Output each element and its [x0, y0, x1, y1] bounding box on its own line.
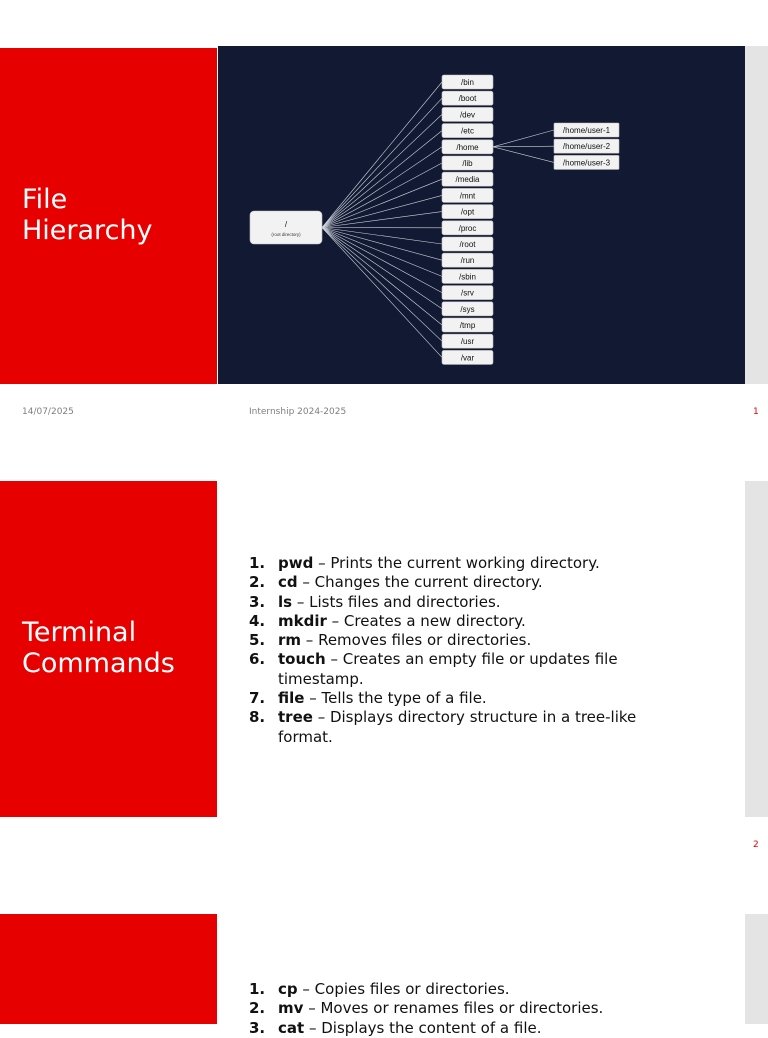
command-name: mkdir	[278, 612, 327, 630]
command-item	[249, 612, 679, 631]
connector-lines	[322, 82, 554, 357]
dir-node	[442, 269, 493, 283]
command-item	[249, 650, 679, 689]
connector-line	[322, 131, 442, 228]
root-node	[250, 211, 322, 244]
root-label: /	[285, 220, 288, 229]
command-description: – Tells the type of a file.	[304, 689, 486, 707]
title-panel	[0, 914, 217, 1024]
connector-line	[322, 228, 442, 261]
item-number: 7.	[249, 689, 265, 708]
connector-line	[322, 163, 442, 228]
home-user-node	[554, 139, 619, 153]
slide-title: Terminal Commands	[22, 617, 175, 679]
item-number: 6.	[249, 650, 265, 669]
command-description: – Moves or renames files or directories.	[303, 999, 603, 1017]
connector-line	[493, 147, 554, 163]
command-description: – Changes the current directory.	[298, 573, 543, 591]
command-name: tree	[278, 708, 313, 726]
item-number: 8.	[249, 708, 265, 727]
dir-label: /sbin	[459, 272, 476, 281]
dir-label: /home	[456, 143, 479, 152]
item-number: 1.	[249, 554, 265, 573]
dir-node	[442, 334, 493, 348]
side-bar	[745, 481, 768, 817]
connector-line	[322, 228, 442, 277]
item-number: 4.	[249, 612, 265, 631]
command-name: ls	[278, 593, 292, 611]
connector-line	[322, 82, 442, 228]
dir-node	[442, 91, 493, 105]
dir-node	[442, 350, 493, 364]
hierarchy-tree	[218, 46, 745, 384]
dir-label: /etc	[461, 127, 474, 136]
item-number: 2.	[249, 999, 265, 1018]
connector-line	[322, 195, 442, 227]
command-item	[249, 593, 679, 612]
item-number: 1.	[249, 980, 265, 999]
footer-center: Internship 2024-2025	[249, 407, 346, 417]
file-hierarchy-diagram	[218, 46, 745, 384]
dir-label: /srv	[461, 289, 474, 298]
dir-label: /opt	[461, 208, 475, 217]
command-name: mv	[278, 999, 303, 1017]
command-item	[249, 689, 679, 708]
dir-label: /mnt	[460, 191, 476, 200]
page-number: 2	[753, 840, 759, 850]
dir-label: /home/user-1	[563, 126, 611, 135]
dir-node	[442, 237, 493, 251]
item-number: 5.	[249, 631, 265, 650]
connector-line	[322, 228, 442, 293]
connector-line	[322, 228, 442, 309]
dir-label: /home/user-2	[563, 142, 611, 151]
root-sublabel: (root directory)	[271, 232, 301, 237]
connector-line	[322, 228, 442, 245]
connector-line	[493, 130, 554, 147]
slide-1	[0, 0, 768, 432]
item-number: 2.	[249, 573, 265, 592]
dir-node	[442, 172, 493, 186]
home-user-node	[554, 123, 619, 137]
item-number: 3.	[249, 593, 265, 612]
dir-label: /lib	[462, 159, 473, 168]
dir-node	[442, 286, 493, 300]
slide-3	[0, 864, 768, 1024]
title-panel	[0, 48, 217, 384]
command-item	[249, 554, 679, 573]
dir-label: /bin	[461, 78, 474, 87]
connector-line	[322, 212, 442, 228]
command-description: – Removes files or directories.	[301, 631, 531, 649]
command-name: file	[278, 689, 304, 707]
connector-line	[322, 114, 442, 227]
dir-label: /root	[459, 240, 476, 249]
command-item	[249, 573, 679, 592]
dir-label: /usr	[461, 337, 475, 346]
dir-node	[442, 318, 493, 332]
dir-node	[442, 253, 493, 267]
footer-date: 14/07/2025	[22, 407, 74, 417]
connector-line	[322, 228, 442, 358]
command-description: – Prints the current working directory.	[313, 554, 599, 572]
command-description: – Copies files or directories.	[298, 980, 510, 998]
connector-line	[322, 228, 442, 326]
command-name: rm	[278, 631, 301, 649]
command-name: cp	[278, 980, 298, 998]
command-item	[249, 708, 679, 747]
connector-line	[322, 98, 442, 227]
dir-label: /home/user-3	[563, 158, 611, 167]
command-description: – Creates an empty file or updates file timestamp.	[278, 650, 618, 687]
command-item	[249, 999, 679, 1018]
command-name: cd	[278, 573, 298, 591]
dir-node	[442, 188, 493, 202]
connector-line	[322, 228, 442, 342]
dir-label: /proc	[459, 224, 477, 233]
dir-node	[442, 205, 493, 219]
side-bar	[745, 914, 768, 1024]
commands-list	[249, 554, 679, 747]
command-name: cat	[278, 1019, 304, 1037]
dir-node	[442, 302, 493, 316]
item-number: 3.	[249, 1019, 265, 1038]
command-item	[249, 980, 679, 999]
commands-list	[249, 980, 679, 1038]
dir-label: /sys	[460, 305, 474, 314]
dir-node	[442, 221, 493, 235]
connector-line	[322, 179, 442, 227]
dir-label: /media	[455, 175, 480, 184]
dir-node	[442, 75, 493, 89]
home-user-node	[554, 155, 619, 169]
command-item	[249, 631, 679, 650]
command-name: pwd	[278, 554, 313, 572]
command-description: – Lists files and directories.	[292, 593, 500, 611]
dir-label: /boot	[459, 94, 478, 103]
dir-node	[442, 140, 493, 154]
command-item	[249, 1019, 679, 1038]
dir-node	[442, 124, 493, 138]
title-panel	[0, 481, 217, 817]
command-description: – Creates a new directory.	[327, 612, 526, 630]
command-description: – Displays directory structure in a tree-like format.	[278, 708, 636, 745]
dir-node	[442, 107, 493, 121]
dir-node	[442, 156, 493, 170]
connector-line	[493, 146, 554, 147]
side-bar	[745, 46, 768, 384]
dir-label: /run	[461, 256, 475, 265]
slide-title: File Hierarchy	[22, 184, 153, 246]
dir-label: /var	[461, 353, 475, 362]
command-description: – Displays the content of a file.	[304, 1019, 541, 1037]
dir-label: /dev	[460, 110, 475, 119]
connector-line	[322, 147, 442, 228]
page-number: 1	[753, 407, 759, 417]
slide-2	[0, 432, 768, 864]
dir-label: /tmp	[460, 321, 476, 330]
command-name: touch	[278, 650, 326, 668]
